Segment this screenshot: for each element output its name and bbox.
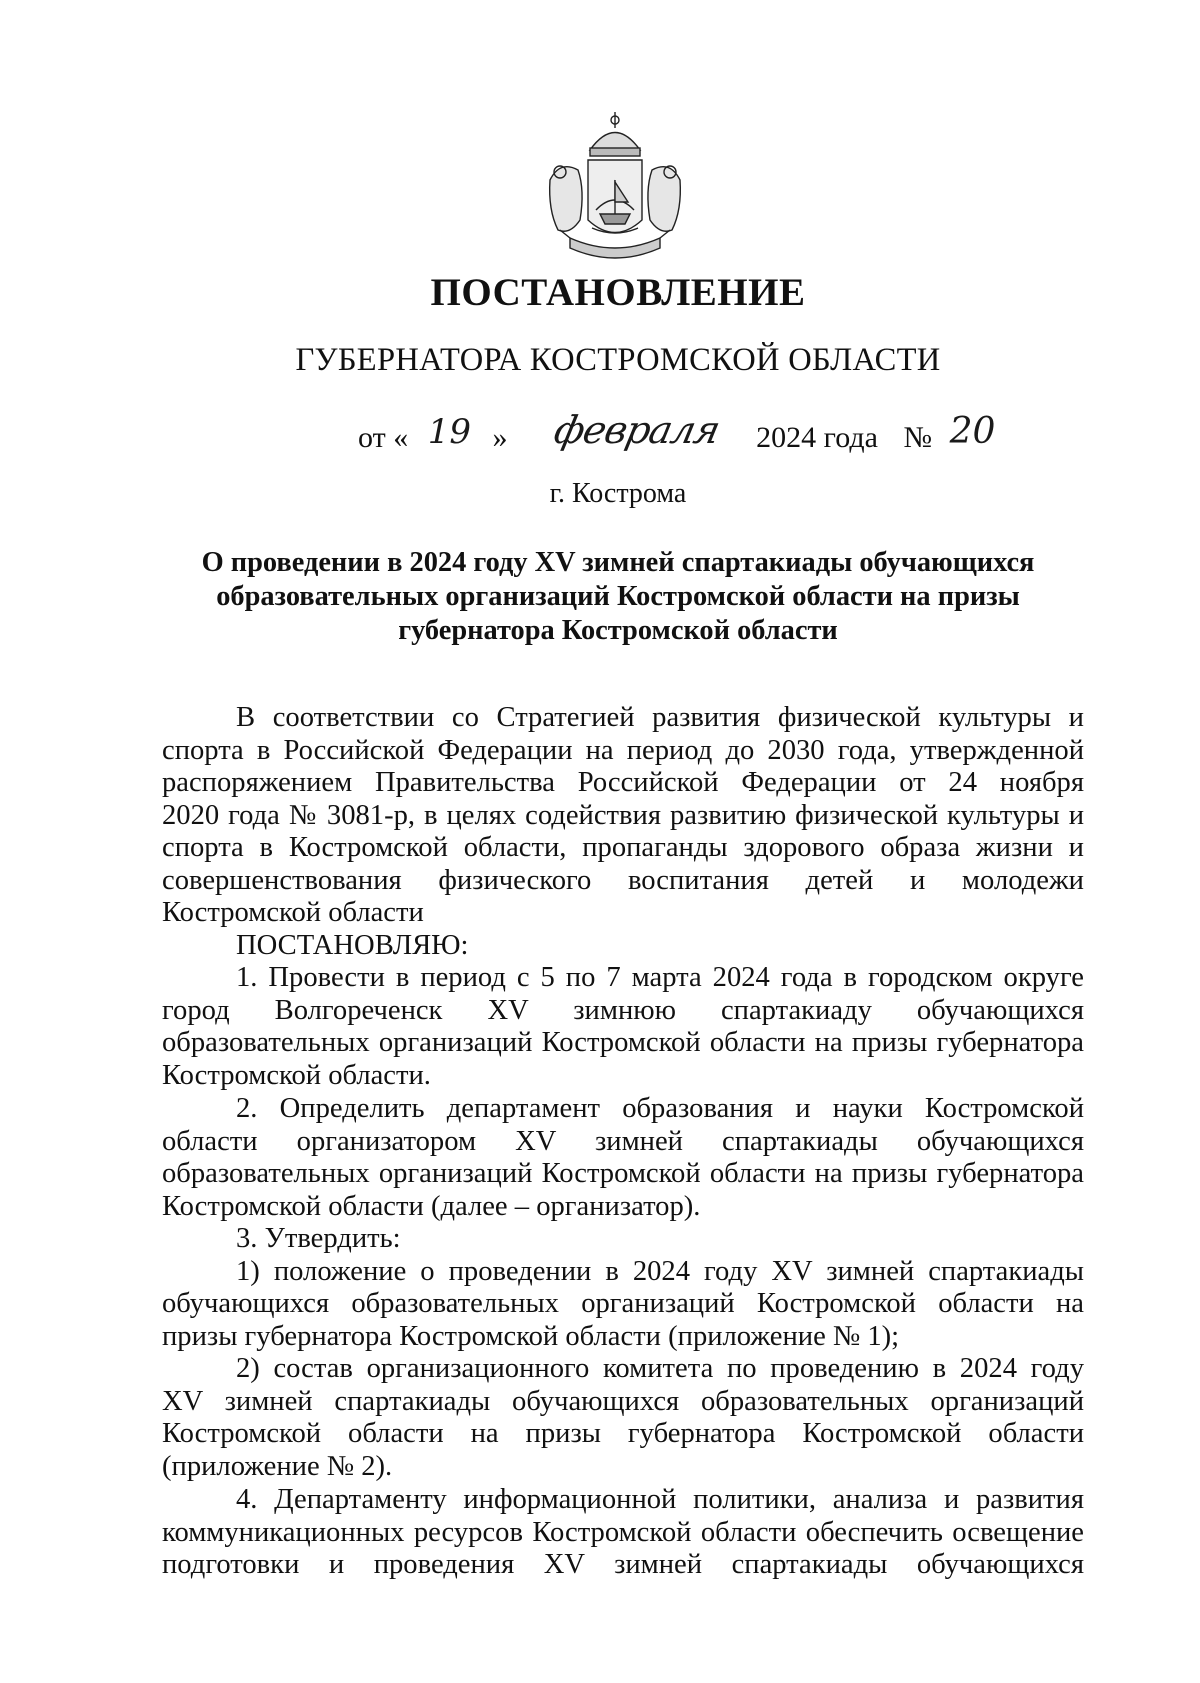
body-line: коммуникационных ресурсов Костромской области обеспечить освещение <box>162 1516 1084 1548</box>
body-line: 1) положение о проведении в 2024 году XV зимней спартакиады <box>236 1255 1084 1287</box>
body-line: 4. Департаменту информационной политики, анализа и развития <box>236 1484 1084 1515</box>
date-prefix: от « <box>358 421 409 454</box>
body-line: спорта в Костромской области, пропаганды здорового образа жизни и <box>162 832 1084 863</box>
body-line: (приложение № 2). <box>162 1450 393 1482</box>
body-line: 2) состав организационного комитета по проведению в 2024 году <box>236 1353 1084 1384</box>
handwritten-day: 19 <box>427 412 471 452</box>
body-line: 3. Утвердить: <box>236 1223 401 1254</box>
document-date-line <box>358 408 996 456</box>
heading-line: О проведении в 2024 году XV зимней спартакиады обучающихся <box>201 547 1035 578</box>
body-line: образовательных организаций Костромской области на призы губернатора <box>162 1158 1084 1189</box>
body-line: город Волгореченск XV зимнюю спартакиаду обучающихся <box>162 994 1084 1026</box>
document-title: ПОСТАНОВЛЕНИЕ <box>430 271 806 314</box>
body-line: спорта в Российской Федерации на период до 2030 года, утвержденной <box>162 734 1084 766</box>
date-year: 2024 года <box>756 421 878 454</box>
document-city: г. Кострома <box>549 478 687 509</box>
handwritten-number: 20 <box>949 411 996 452</box>
body-line: совершенствования физического воспитания детей и молодежи <box>162 864 1084 896</box>
body-line: Костромской области на призы губернатора Костромской области <box>162 1418 1084 1449</box>
body-line: распоряжением Правительства Российской Федерации от 24 ноября <box>162 767 1084 798</box>
issuing-authority: ГУБЕРНАТОРА КОСТРОМСКОЙ ОБЛАСТИ <box>295 342 941 378</box>
document-heading <box>160 546 1076 648</box>
body-line: Костромской области (далее – организатор). <box>162 1190 701 1222</box>
body-line: обучающихся образовательных организаций Костромской области на <box>162 1288 1084 1319</box>
body-line: 2. Определить департамент образования и науки Костромской <box>236 1093 1084 1124</box>
body-line: призы губернатора Костромской области (приложение № 1); <box>162 1320 900 1352</box>
document-body <box>162 702 1084 1582</box>
body-line: В соответствии со Стратегией развития физической культуры и <box>236 702 1084 733</box>
body-line: Костромской области. <box>162 1059 431 1091</box>
body-line: Костромской области <box>162 897 424 928</box>
coat-of-arms-icon <box>530 110 700 270</box>
body-line: образовательных организаций Костромской области на призы губернатора <box>162 1027 1084 1058</box>
body-line: XV зимней спартакиады обучающихся образовательных организаций <box>162 1385 1084 1417</box>
heading-line: образовательных организаций Костромской области на призы <box>216 581 1020 612</box>
body-line: 1. Провести в период с 5 по 7 марта 2024 года в городском округе <box>236 962 1084 993</box>
handwritten-month: февраля <box>550 408 724 452</box>
body-line: области организатором XV зимней спартакиады обучающихся <box>162 1125 1084 1157</box>
body-line: подготовки и проведения XV зимней спартакиады обучающихся <box>162 1549 1084 1580</box>
resolution-word: ПОСТАНОВЛЯЮ: <box>236 929 469 961</box>
body-line: 2020 года № 3081-р, в целях содействия развитию физической культуры и <box>162 799 1084 831</box>
number-label: № <box>903 421 933 454</box>
heading-line: губернатора Костромской области <box>398 615 838 646</box>
date-separator: » <box>492 421 508 454</box>
